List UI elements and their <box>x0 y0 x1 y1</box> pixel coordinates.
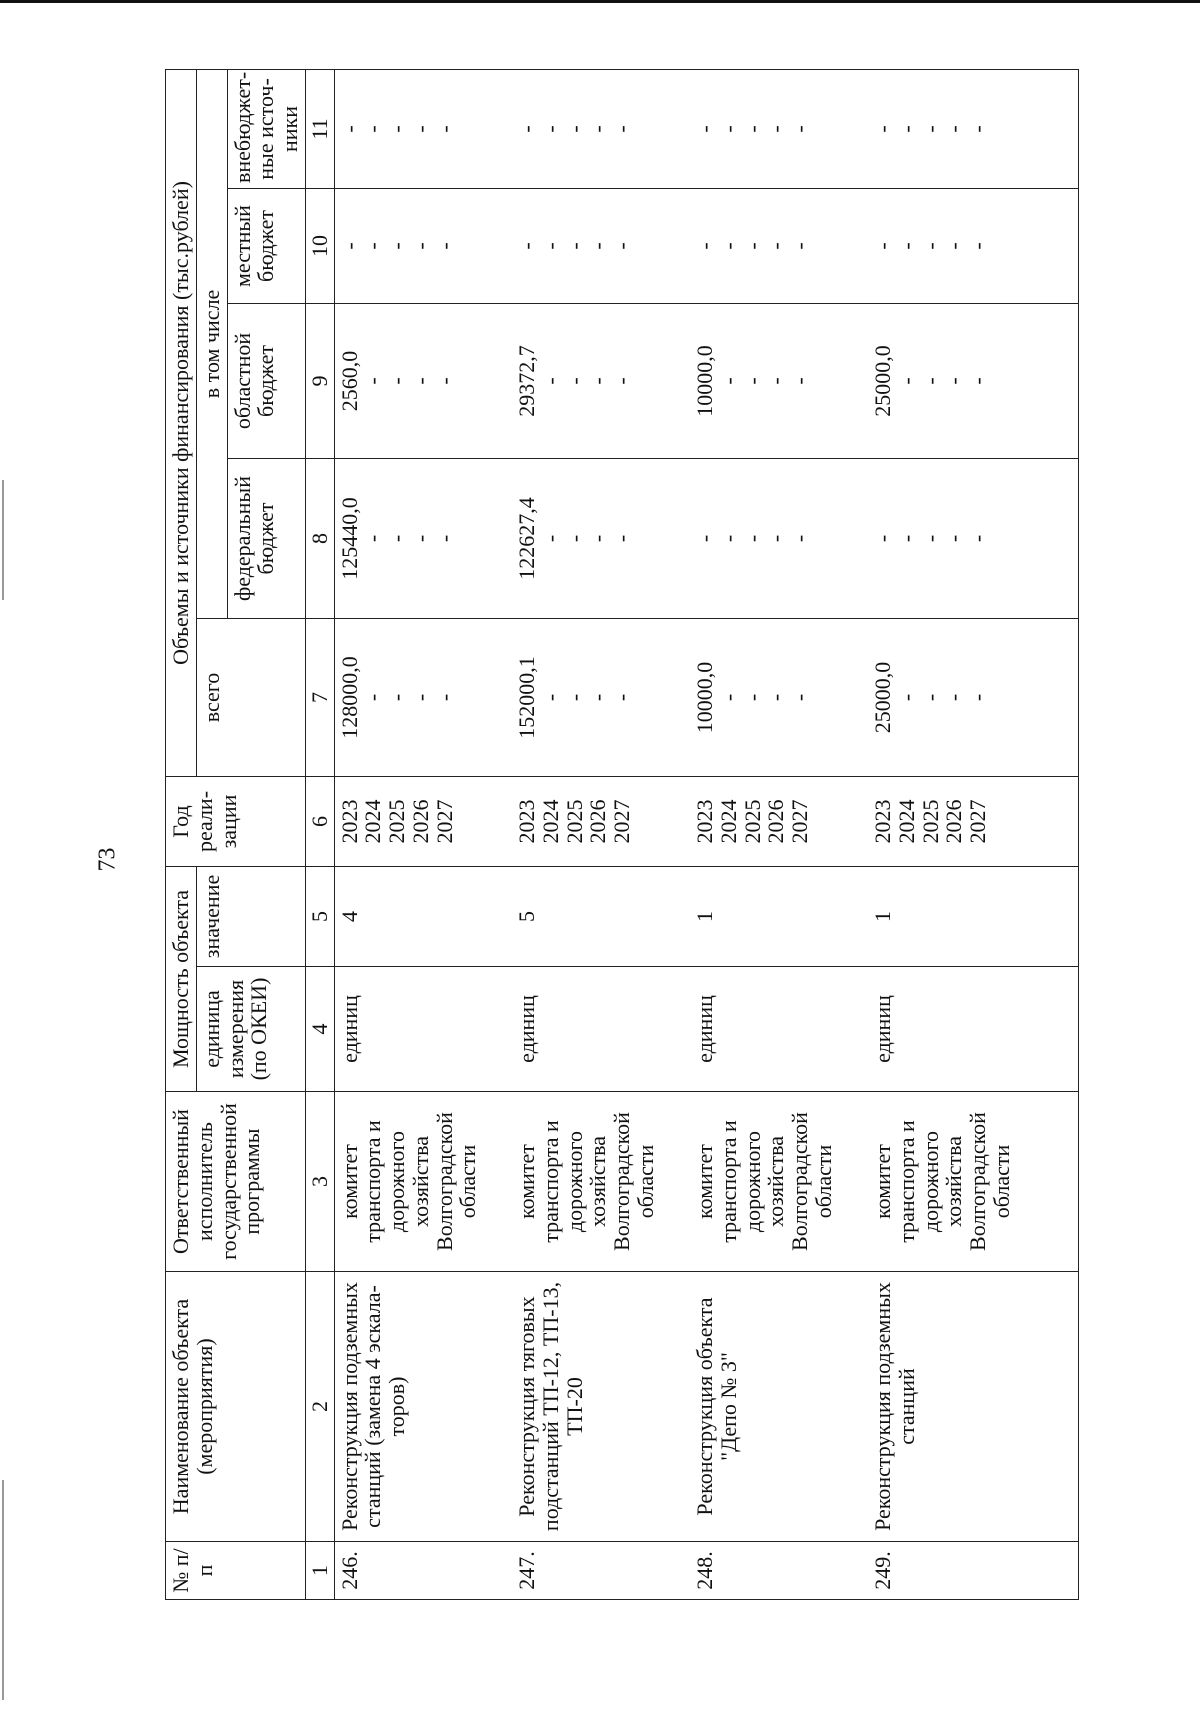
dash-cell: - <box>537 534 563 543</box>
dash-cell: - <box>893 693 919 702</box>
column-number: 3 <box>305 1092 334 1272</box>
column-number: 6 <box>305 777 334 867</box>
dash-cell: - <box>715 534 741 543</box>
dash-cell: - <box>787 377 812 385</box>
dash-cell: - <box>384 534 409 543</box>
column-number: 2 <box>305 1272 334 1542</box>
dash-cell: - <box>431 534 457 543</box>
dash-cell: - <box>609 125 634 133</box>
dash-cell: - <box>941 534 967 543</box>
dash-cell: - <box>917 242 943 250</box>
dash-cell: - <box>609 693 634 702</box>
capacity-unit: единиц <box>334 967 512 1092</box>
local-cell <box>334 189 512 304</box>
object-name: Реконструкция тяговых подстанций ТП-12, ТП-13, ТП-20 <box>512 1272 690 1542</box>
header-num: № п/п <box>166 1542 306 1600</box>
year: 2027 <box>787 799 812 844</box>
regional-cell <box>334 304 512 459</box>
dash-cell: - <box>787 125 812 133</box>
dash-cell: - <box>692 125 717 133</box>
column-number: 10 <box>305 189 334 304</box>
dash-cell: - <box>561 242 587 250</box>
value-cell: 29372,7 <box>514 345 539 417</box>
dash-cell: - <box>431 125 457 133</box>
year: 2025 <box>561 799 587 844</box>
header-federal: федеральный бюджет <box>227 459 305 619</box>
header-name: Наименование объекта (мероприятия) <box>166 1272 306 1542</box>
dash-cell: - <box>609 534 634 543</box>
dash-cell: - <box>763 242 789 250</box>
year: 2027 <box>431 799 457 844</box>
dash-cell: - <box>917 534 943 543</box>
year: 2026 <box>407 799 433 844</box>
header-including: в том числе <box>196 69 227 618</box>
capacity-value: 1 <box>868 867 1078 967</box>
dash-cell: - <box>787 242 812 250</box>
dash-cell: - <box>609 377 634 385</box>
regional-cell <box>868 304 1078 459</box>
dash-cell: - <box>715 242 741 250</box>
dash-cell: - <box>336 242 362 250</box>
column-number: 5 <box>305 867 334 967</box>
value-cell: 25000,0 <box>870 661 895 734</box>
table-body <box>334 69 1078 1599</box>
column-numbers-row <box>305 69 334 1599</box>
dash-cell: - <box>407 693 433 702</box>
dash-cell: - <box>715 125 741 133</box>
year: 2025 <box>739 799 765 844</box>
year: 2025 <box>917 799 943 844</box>
years-cell <box>512 777 690 867</box>
value-cell: 125440,0 <box>336 497 362 580</box>
year: 2027 <box>965 799 990 844</box>
dash-cell: - <box>917 693 943 702</box>
federal-cell <box>334 459 512 619</box>
table-row <box>868 69 1078 1599</box>
dash-cell: - <box>514 125 539 133</box>
value-cell: 152000,1 <box>514 656 539 739</box>
dash-cell: - <box>585 242 611 250</box>
year: 2023 <box>336 799 362 844</box>
value-cell: 128000,0 <box>336 656 362 739</box>
dash-cell: - <box>893 242 919 250</box>
local-cell <box>512 189 690 304</box>
capacity-value: 5 <box>512 867 690 967</box>
dash-cell: - <box>431 242 457 250</box>
dash-cell: - <box>870 125 895 133</box>
capacity-unit: единиц <box>868 967 1078 1092</box>
dash-cell: - <box>585 693 611 702</box>
dash-cell: - <box>763 125 789 133</box>
local-cell <box>690 189 868 304</box>
header-unit: единица измерения (по ОКЕИ) <box>196 967 305 1092</box>
scan-left-edge-lower <box>2 1480 4 1700</box>
year: 2024 <box>715 799 741 844</box>
dash-cell: - <box>360 534 386 543</box>
year: 2024 <box>360 799 386 844</box>
header-capacity: Мощность объекта <box>166 867 197 1092</box>
dash-cell: - <box>561 534 587 543</box>
dash-cell: - <box>893 534 919 543</box>
value-cell: - <box>870 534 895 543</box>
dash-cell: - <box>537 377 563 385</box>
dash-cell: - <box>739 125 765 133</box>
rotated-table-container <box>165 70 1165 1600</box>
dash-cell: - <box>715 693 741 702</box>
object-name: Реконструкция подземных станций <box>868 1272 1078 1542</box>
financing-table <box>165 69 1079 1600</box>
header-total: всего <box>196 619 305 777</box>
dash-cell: - <box>407 242 433 250</box>
dash-cell: - <box>965 534 990 543</box>
header-row-1 <box>166 69 197 1599</box>
page-number: 73 <box>94 847 121 872</box>
dash-cell: - <box>585 377 611 385</box>
dash-cell: - <box>609 242 634 250</box>
year: 2023 <box>870 799 895 844</box>
row-number: 248. <box>690 1542 868 1600</box>
dash-cell: - <box>917 125 943 133</box>
year: 2026 <box>585 799 611 844</box>
dash-cell: - <box>763 377 789 385</box>
federal-cell <box>868 459 1078 619</box>
header-value: значение <box>196 867 305 967</box>
dash-cell: - <box>407 377 433 385</box>
column-number: 4 <box>305 967 334 1092</box>
dash-cell: - <box>336 125 362 133</box>
capacity-unit: единиц <box>690 967 868 1092</box>
extrabudget-cell <box>690 69 868 188</box>
column-number: 11 <box>305 69 334 188</box>
dash-cell: - <box>431 693 457 702</box>
row-number: 247. <box>512 1542 690 1600</box>
header-extrabudget: внебюджет-ные источ-ники <box>227 69 305 188</box>
year: 2023 <box>514 799 539 844</box>
dash-cell: - <box>941 242 967 250</box>
column-number: 7 <box>305 619 334 777</box>
extrabudget-cell <box>512 69 690 188</box>
value-cell: 25000,0 <box>870 345 895 417</box>
header-year: Год реали-зации <box>166 777 306 867</box>
executor: комитет транспорта и дорожного хозяйства Волгоградской области <box>690 1092 868 1272</box>
header-funding: Объемы и источники финансирования (тыс.рублей) <box>166 69 197 776</box>
dash-cell: - <box>360 242 386 250</box>
total-cell <box>334 619 512 777</box>
value-cell: 2560,0 <box>336 350 362 412</box>
total-cell <box>690 619 868 777</box>
table-row <box>334 69 512 1599</box>
dash-cell: - <box>431 377 457 385</box>
year: 2023 <box>692 799 717 844</box>
dash-cell: - <box>965 125 990 133</box>
dash-cell: - <box>965 693 990 702</box>
dash-cell: - <box>537 693 563 702</box>
dash-cell: - <box>941 377 967 385</box>
dash-cell: - <box>763 693 789 702</box>
dash-cell: - <box>739 377 765 385</box>
years-cell <box>868 777 1078 867</box>
dash-cell: - <box>692 242 717 250</box>
dash-cell: - <box>360 125 386 133</box>
column-number: 9 <box>305 304 334 459</box>
regional-cell <box>690 304 868 459</box>
extrabudget-cell <box>334 69 512 188</box>
dash-cell: - <box>360 377 386 385</box>
executor: комитет транспорта и дорожного хозяйства Волгоградской области <box>868 1092 1078 1272</box>
header-regional: областной бюджет <box>227 304 305 459</box>
column-number: 1 <box>305 1542 334 1600</box>
capacity-value: 1 <box>690 867 868 967</box>
dash-cell: - <box>965 242 990 250</box>
year: 2024 <box>537 799 563 844</box>
years-cell <box>334 777 512 867</box>
dash-cell: - <box>360 693 386 702</box>
executor: комитет транспорта и дорожного хозяйства Волгоградской области <box>512 1092 690 1272</box>
dash-cell: - <box>384 125 409 133</box>
object-name: Реконструкция объекта "Депо № 3" <box>690 1272 868 1542</box>
value-cell: 122627,4 <box>514 497 539 580</box>
extrabudget-cell <box>868 69 1078 188</box>
dash-cell: - <box>917 377 943 385</box>
dash-cell: - <box>787 534 812 543</box>
row-number: 246. <box>334 1542 512 1600</box>
year: 2026 <box>763 799 789 844</box>
scan-top-edge <box>0 0 1200 3</box>
total-cell <box>512 619 690 777</box>
dash-cell: - <box>407 125 433 133</box>
dash-cell: - <box>787 693 812 702</box>
year: 2026 <box>941 799 967 844</box>
dash-cell: - <box>561 125 587 133</box>
year: 2025 <box>384 799 409 844</box>
column-number: 8 <box>305 459 334 619</box>
dash-cell: - <box>739 693 765 702</box>
dash-cell: - <box>893 125 919 133</box>
object-name: Реконструкция подземных станций (замена 4 эскала-торов) <box>334 1272 512 1542</box>
table-row <box>690 69 868 1599</box>
dash-cell: - <box>585 125 611 133</box>
dash-cell: - <box>763 534 789 543</box>
dash-cell: - <box>537 242 563 250</box>
years-cell <box>690 777 868 867</box>
regional-cell <box>512 304 690 459</box>
dash-cell: - <box>561 693 587 702</box>
value-cell: 10000,0 <box>692 345 717 417</box>
row-number: 249. <box>868 1542 1078 1600</box>
dash-cell: - <box>965 377 990 385</box>
capacity-unit: единиц <box>512 967 690 1092</box>
dash-cell: - <box>739 242 765 250</box>
dash-cell: - <box>384 693 409 702</box>
dash-cell: - <box>715 377 741 385</box>
year: 2024 <box>893 799 919 844</box>
table-row <box>512 69 690 1599</box>
dash-cell: - <box>941 125 967 133</box>
dash-cell: - <box>537 125 563 133</box>
dash-cell: - <box>561 377 587 385</box>
header-executor: Ответственный исполнитель государственной программы <box>166 1092 306 1272</box>
dash-cell: - <box>384 242 409 250</box>
capacity-value: 4 <box>334 867 512 967</box>
dash-cell: - <box>893 377 919 385</box>
dash-cell: - <box>585 534 611 543</box>
header-local: местный бюджет <box>227 189 305 304</box>
year: 2027 <box>609 799 634 844</box>
federal-cell <box>512 459 690 619</box>
federal-cell <box>690 459 868 619</box>
dash-cell: - <box>739 534 765 543</box>
dash-cell: - <box>407 534 433 543</box>
dash-cell: - <box>941 693 967 702</box>
value-cell: 10000,0 <box>692 661 717 734</box>
value-cell: - <box>692 534 717 543</box>
executor: комитет транспорта и дорожного хозяйства Волгоградской области <box>334 1092 512 1272</box>
scan-left-edge <box>2 480 4 600</box>
dash-cell: - <box>870 242 895 250</box>
dash-cell: - <box>384 377 409 385</box>
total-cell <box>868 619 1078 777</box>
dash-cell: - <box>514 242 539 250</box>
local-cell <box>868 189 1078 304</box>
